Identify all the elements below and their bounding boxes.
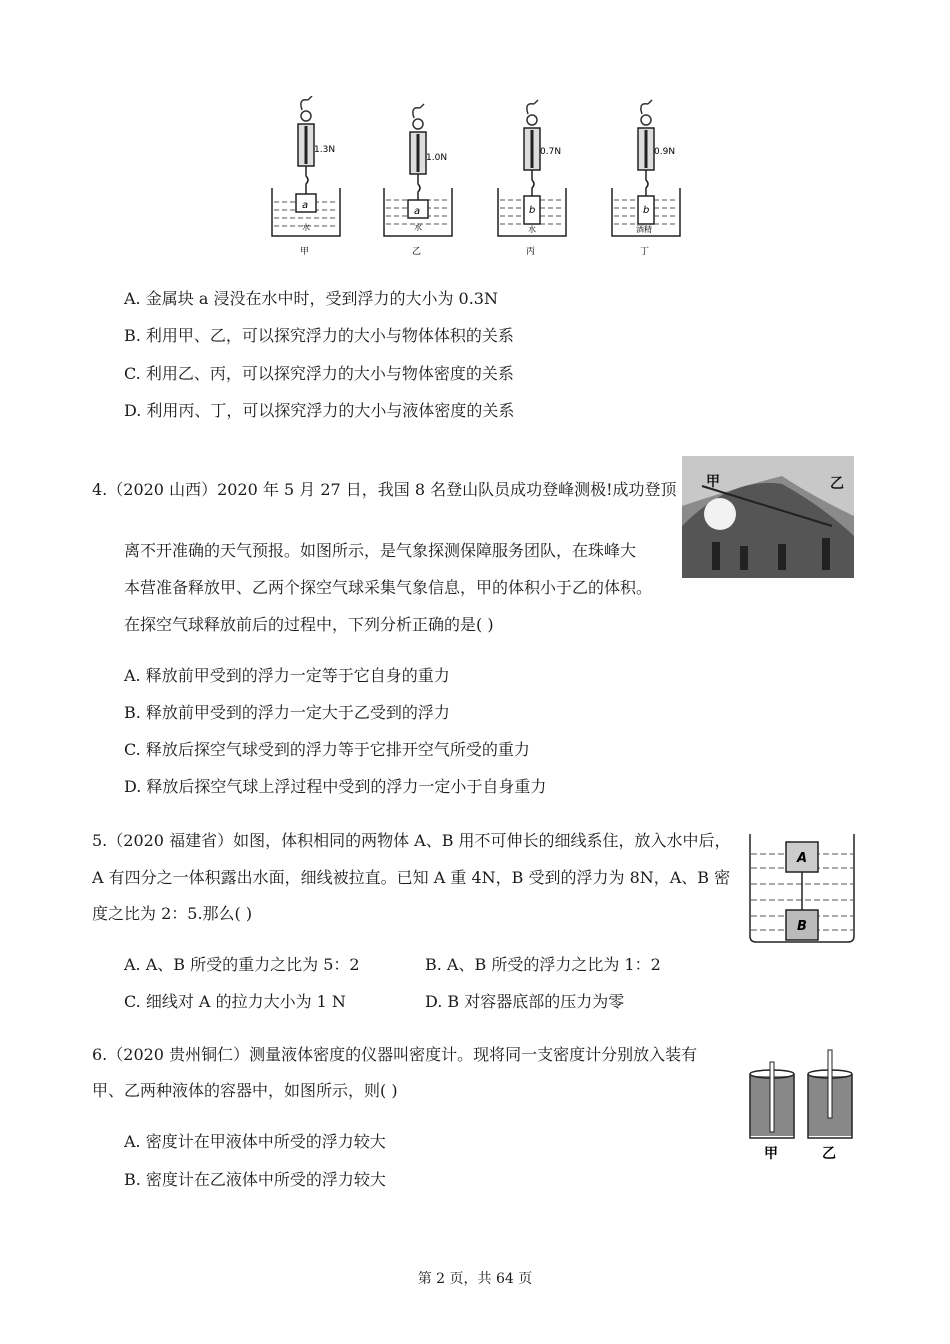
q6-fig-label-jia: 甲 — [764, 1146, 778, 1162]
q5-stem-line-1: 5.（2020 福建省）如图，体积相同的两物体 A、B 用不可伸长的细线系住，放入水中后， — [92, 831, 731, 850]
q3-option-d: D. 利用丙、丁，可以探究浮力的大小与液体密度的关系 — [124, 401, 515, 420]
q6-option-b: B. 密度计在乙液体中所受的浮力较大 — [124, 1170, 386, 1189]
scale-setup-2 — [384, 104, 452, 257]
q4-option-b: B. 释放前甲受到的浮力一定大于乙受到的浮力 — [124, 703, 450, 722]
q5-container-figure — [746, 832, 858, 944]
q5-stem-line-3: 度之比为 2：5.那么( ) — [92, 904, 253, 923]
block-label-1: a — [302, 200, 309, 211]
q5-option-d: D. B 对容器底部的压力为零 — [425, 992, 625, 1011]
reading-1: 1.3N — [314, 145, 336, 155]
q5-option-b: B. A、B 所受的浮力之比为 1：2 — [425, 955, 661, 974]
q6-stem-line-1: 6.（2020 贵州铜仁）测量液体密度的仪器叫密度计。现将同一支密度计分别放入装有 — [92, 1045, 698, 1064]
q4-photo-label-jia: 甲 — [706, 474, 720, 490]
scale-setup-3 — [498, 100, 566, 257]
q6-hydrometer-figure — [746, 1046, 858, 1164]
block-label-3: b — [529, 205, 536, 216]
block-label-4: b — [643, 205, 650, 216]
reading-2: 1.0N — [426, 153, 448, 163]
q5-option-a: A. A、B 所受的重力之比为 5：2 — [124, 955, 360, 974]
q4-stem-line-4: 在探空气球释放前后的过程中，下列分析正确的是( ) — [124, 615, 494, 634]
q6-fig-label-yi: 乙 — [822, 1146, 836, 1162]
q4-option-d: D. 释放后探空气球上浮过程中受到的浮力一定小于自身重力 — [124, 777, 547, 796]
q4-stem-line-1: 4.（2020 山西）2020 年 5 月 27 日，我国 8 名登山队员成功登峰测极!成功登顶 — [92, 480, 677, 499]
q5-stem-line-2: A 有四分之一体积露出水面，细线被拉直。已知 A 重 4N，B 受到的浮力为 8N，A、B 密 — [92, 868, 731, 887]
q4-photo-label-yi: 乙 — [830, 476, 844, 492]
liquid-label-3: 水 — [528, 225, 536, 234]
scale-setup-4 — [612, 100, 680, 257]
q3-option-c: C. 利用乙、丙，可以探究浮力的大小与物体密度的关系 — [124, 364, 514, 383]
q5-fig-label-a: A — [797, 851, 808, 866]
block-label-2: a — [414, 206, 421, 217]
q4-balloon-photo — [682, 456, 854, 578]
liquid-label-2: 水 — [414, 223, 422, 232]
q3-spring-scale-figure — [268, 96, 688, 258]
q6-stem-line-2: 甲、乙两种液体的容器中，如图所示，则( ) — [92, 1081, 398, 1100]
caption-4: 丁 — [640, 247, 650, 257]
q4-stem-line-3: 本营准备释放甲、乙两个探空气球采集气象信息，甲的体积小于乙的体积。 — [124, 578, 653, 597]
caption-1: 甲 — [300, 247, 310, 257]
q6-option-a: A. 密度计在甲液体中所受的浮力较大 — [124, 1132, 386, 1151]
caption-2: 乙 — [412, 247, 422, 257]
q3-option-b: B. 利用甲、乙，可以探究浮力的大小与物体体积的关系 — [124, 326, 514, 345]
q5-fig-label-b: B — [797, 919, 807, 934]
liquid-label-1: 水 — [302, 223, 310, 232]
q4-option-c: C. 释放后探空气球受到的浮力等于它排开空气所受的重力 — [124, 740, 530, 759]
reading-4: 0.9N — [654, 147, 676, 157]
reading-3: 0.7N — [540, 147, 562, 157]
q5-option-c: C. 细线对 A 的拉力大小为 1 N — [124, 992, 346, 1011]
liquid-label-4: 酒精 — [636, 225, 652, 234]
scale-setup-1 — [272, 96, 340, 257]
page-footer: 第 2 页，共 64 页 — [417, 1271, 533, 1287]
caption-3: 丙 — [526, 247, 536, 257]
q4-option-a: A. 释放前甲受到的浮力一定等于它自身的重力 — [124, 666, 450, 685]
q4-stem-line-2: 离不开准确的天气预报。如图所示，是气象探测保障服务团队，在珠峰大 — [124, 541, 637, 560]
q3-option-a: A. 金属块 a 浸没在水中时，受到浮力的大小为 0.3N — [124, 289, 498, 308]
